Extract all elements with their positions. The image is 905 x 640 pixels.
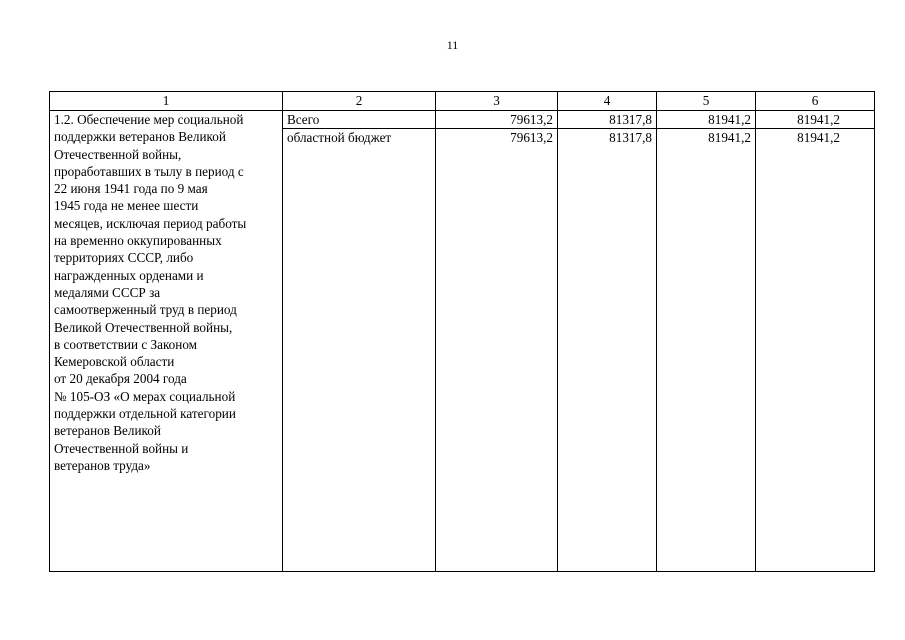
- description-line: на временно оккупированных: [54, 233, 222, 249]
- description-line: 22 июня 1941 года по 9 мая: [54, 181, 208, 197]
- description-line: поддержки ветеранов Великой: [54, 129, 226, 145]
- description-line: Великой Отечественной войны,: [54, 319, 233, 335]
- description-line: месяцев, исключая период работы: [54, 215, 247, 231]
- measure-description-cell: [50, 111, 283, 572]
- value-cell: 79613,2: [436, 111, 558, 129]
- budget-table: [49, 91, 875, 572]
- description-line: медалями СССР за: [54, 284, 161, 300]
- description-line: 1945 года не менее шести: [54, 198, 199, 214]
- value-cell: 81941,2: [657, 129, 756, 572]
- table-header-row: [50, 92, 875, 111]
- description-line: поддержки отдельной категории: [54, 406, 236, 422]
- description-line: 1.2. Обеспечение мер социальной: [54, 112, 244, 127]
- column-header-3: 3: [436, 92, 558, 111]
- description-line: Отечественной войны и: [54, 440, 189, 456]
- column-header-6: 6: [756, 92, 875, 111]
- description-line: территориях СССР, либо: [54, 250, 194, 266]
- value-cell: 81941,2: [657, 111, 756, 129]
- column-header-5: 5: [657, 92, 756, 111]
- column-header-2: 2: [283, 92, 436, 111]
- table-row: [50, 111, 875, 129]
- description-line: от 20 декабря 2004 года: [54, 371, 187, 387]
- value-cell: 81941,2: [756, 129, 875, 572]
- page-number: 11: [446, 38, 459, 52]
- value-cell: 79613,2: [436, 129, 558, 572]
- description-line: в соответствии с Законом: [54, 336, 198, 352]
- description-line: ветеранов Великой: [54, 423, 161, 439]
- description-line: № 105-ОЗ «О мерах социальной: [54, 388, 236, 404]
- value-cell: 81317,8: [558, 129, 657, 572]
- description-line: Отечественной войны,: [54, 146, 182, 162]
- column-header-1: 1: [50, 92, 283, 111]
- description-line: проработавших в тылу в период с: [54, 163, 244, 179]
- description-line: Кемеровской области: [54, 354, 175, 370]
- description-line: награжденных орденами и: [54, 267, 204, 283]
- value-cell: 81317,8: [558, 111, 657, 129]
- description-line: ветеранов труда»: [54, 457, 151, 473]
- value-cell: 81941,2: [756, 111, 875, 129]
- funding-source-total: Всего: [283, 111, 436, 129]
- description-line: самоотверженный труд в период: [54, 302, 237, 318]
- column-header-4: 4: [558, 92, 657, 111]
- funding-source-regional: областной бюджет: [283, 129, 436, 572]
